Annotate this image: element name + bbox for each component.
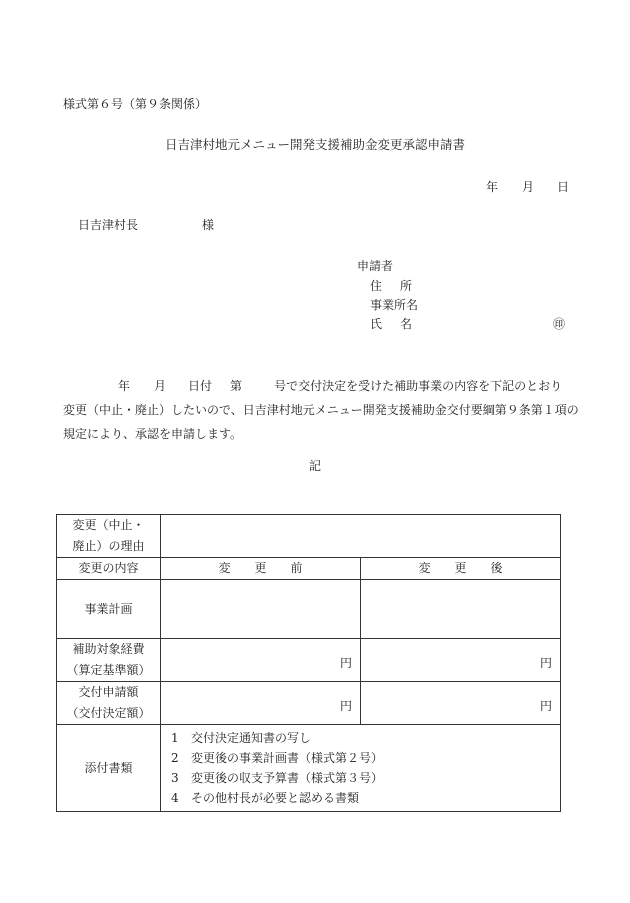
- date-year: 年: [486, 180, 499, 194]
- plan-after-field[interactable]: [361, 580, 561, 639]
- applicant-office-label: 事業所名: [370, 298, 419, 312]
- yen-unit: 円: [539, 655, 552, 670]
- body-day: 日付: [188, 379, 213, 393]
- yen-unit: 円: [539, 698, 552, 713]
- attachments-list: [161, 725, 561, 812]
- cost-label: 補助対象経費 （算定基準額）: [57, 639, 161, 682]
- addressee-honorific: 様: [202, 218, 215, 232]
- yen-unit: 円: [339, 698, 352, 713]
- addressee-name: 日吉津村長: [78, 218, 139, 232]
- attach-label: 添付書類: [57, 725, 161, 812]
- date-month: 月: [522, 180, 535, 194]
- attachment-item: 1 交付決定通知書の写し: [171, 731, 312, 745]
- body-paragraph: [63, 374, 579, 446]
- reason-field[interactable]: [161, 515, 561, 558]
- grant-after-field[interactable]: [361, 682, 561, 725]
- body-line1-rest: 号で交付決定を受けた補助事業の内容を下記のとおり: [274, 379, 563, 393]
- body-month: 月: [154, 379, 167, 393]
- reason-label: 変更（中止・ 廃止）の理由: [57, 515, 161, 558]
- applicant-label: 申請者: [357, 259, 394, 273]
- change-form-table: [56, 514, 561, 812]
- plan-before-field[interactable]: [161, 580, 361, 639]
- body-number-prefix: 第: [230, 379, 243, 393]
- cost-after-field[interactable]: [361, 639, 561, 682]
- content-label: 変更の内容: [57, 558, 161, 580]
- body-line3: 規定により、承認を申請します。: [63, 427, 243, 441]
- after-header: 変 更 後: [361, 558, 561, 580]
- before-header: 変 更 前: [161, 558, 361, 580]
- grant-before-field[interactable]: [161, 682, 361, 725]
- applicant-address-label: 住 所: [370, 279, 413, 293]
- yen-unit: 円: [339, 655, 352, 670]
- form-number: 様式第６号（第９条関係）: [63, 97, 208, 111]
- ki-heading: 記: [308, 459, 321, 473]
- body-year: 年: [118, 379, 131, 393]
- cost-before-field[interactable]: [161, 639, 361, 682]
- plan-label: 事業計画: [57, 580, 161, 639]
- attachment-item: 2 変更後の事業計画書（様式第２号）: [171, 751, 384, 765]
- date-day: 日: [557, 180, 570, 194]
- applicant-name-label: 氏 名: [370, 317, 413, 331]
- seal-mark: ㊞: [553, 317, 566, 331]
- document-title: 日吉津村地元メニュー開発支援補助金変更承認申請書: [164, 137, 465, 152]
- attachment-item: 4 その他村長が必要と認める書類: [171, 791, 360, 805]
- body-line2: 変更（中止・廃止）したいので、日吉津村地元メニュー開発支援補助金交付要綱第９条第１項の: [63, 403, 579, 417]
- attachment-item: 3 変更後の収支予算書（様式第３号）: [171, 771, 384, 785]
- grant-label: 交付申請額 （交付決定額）: [57, 682, 161, 725]
